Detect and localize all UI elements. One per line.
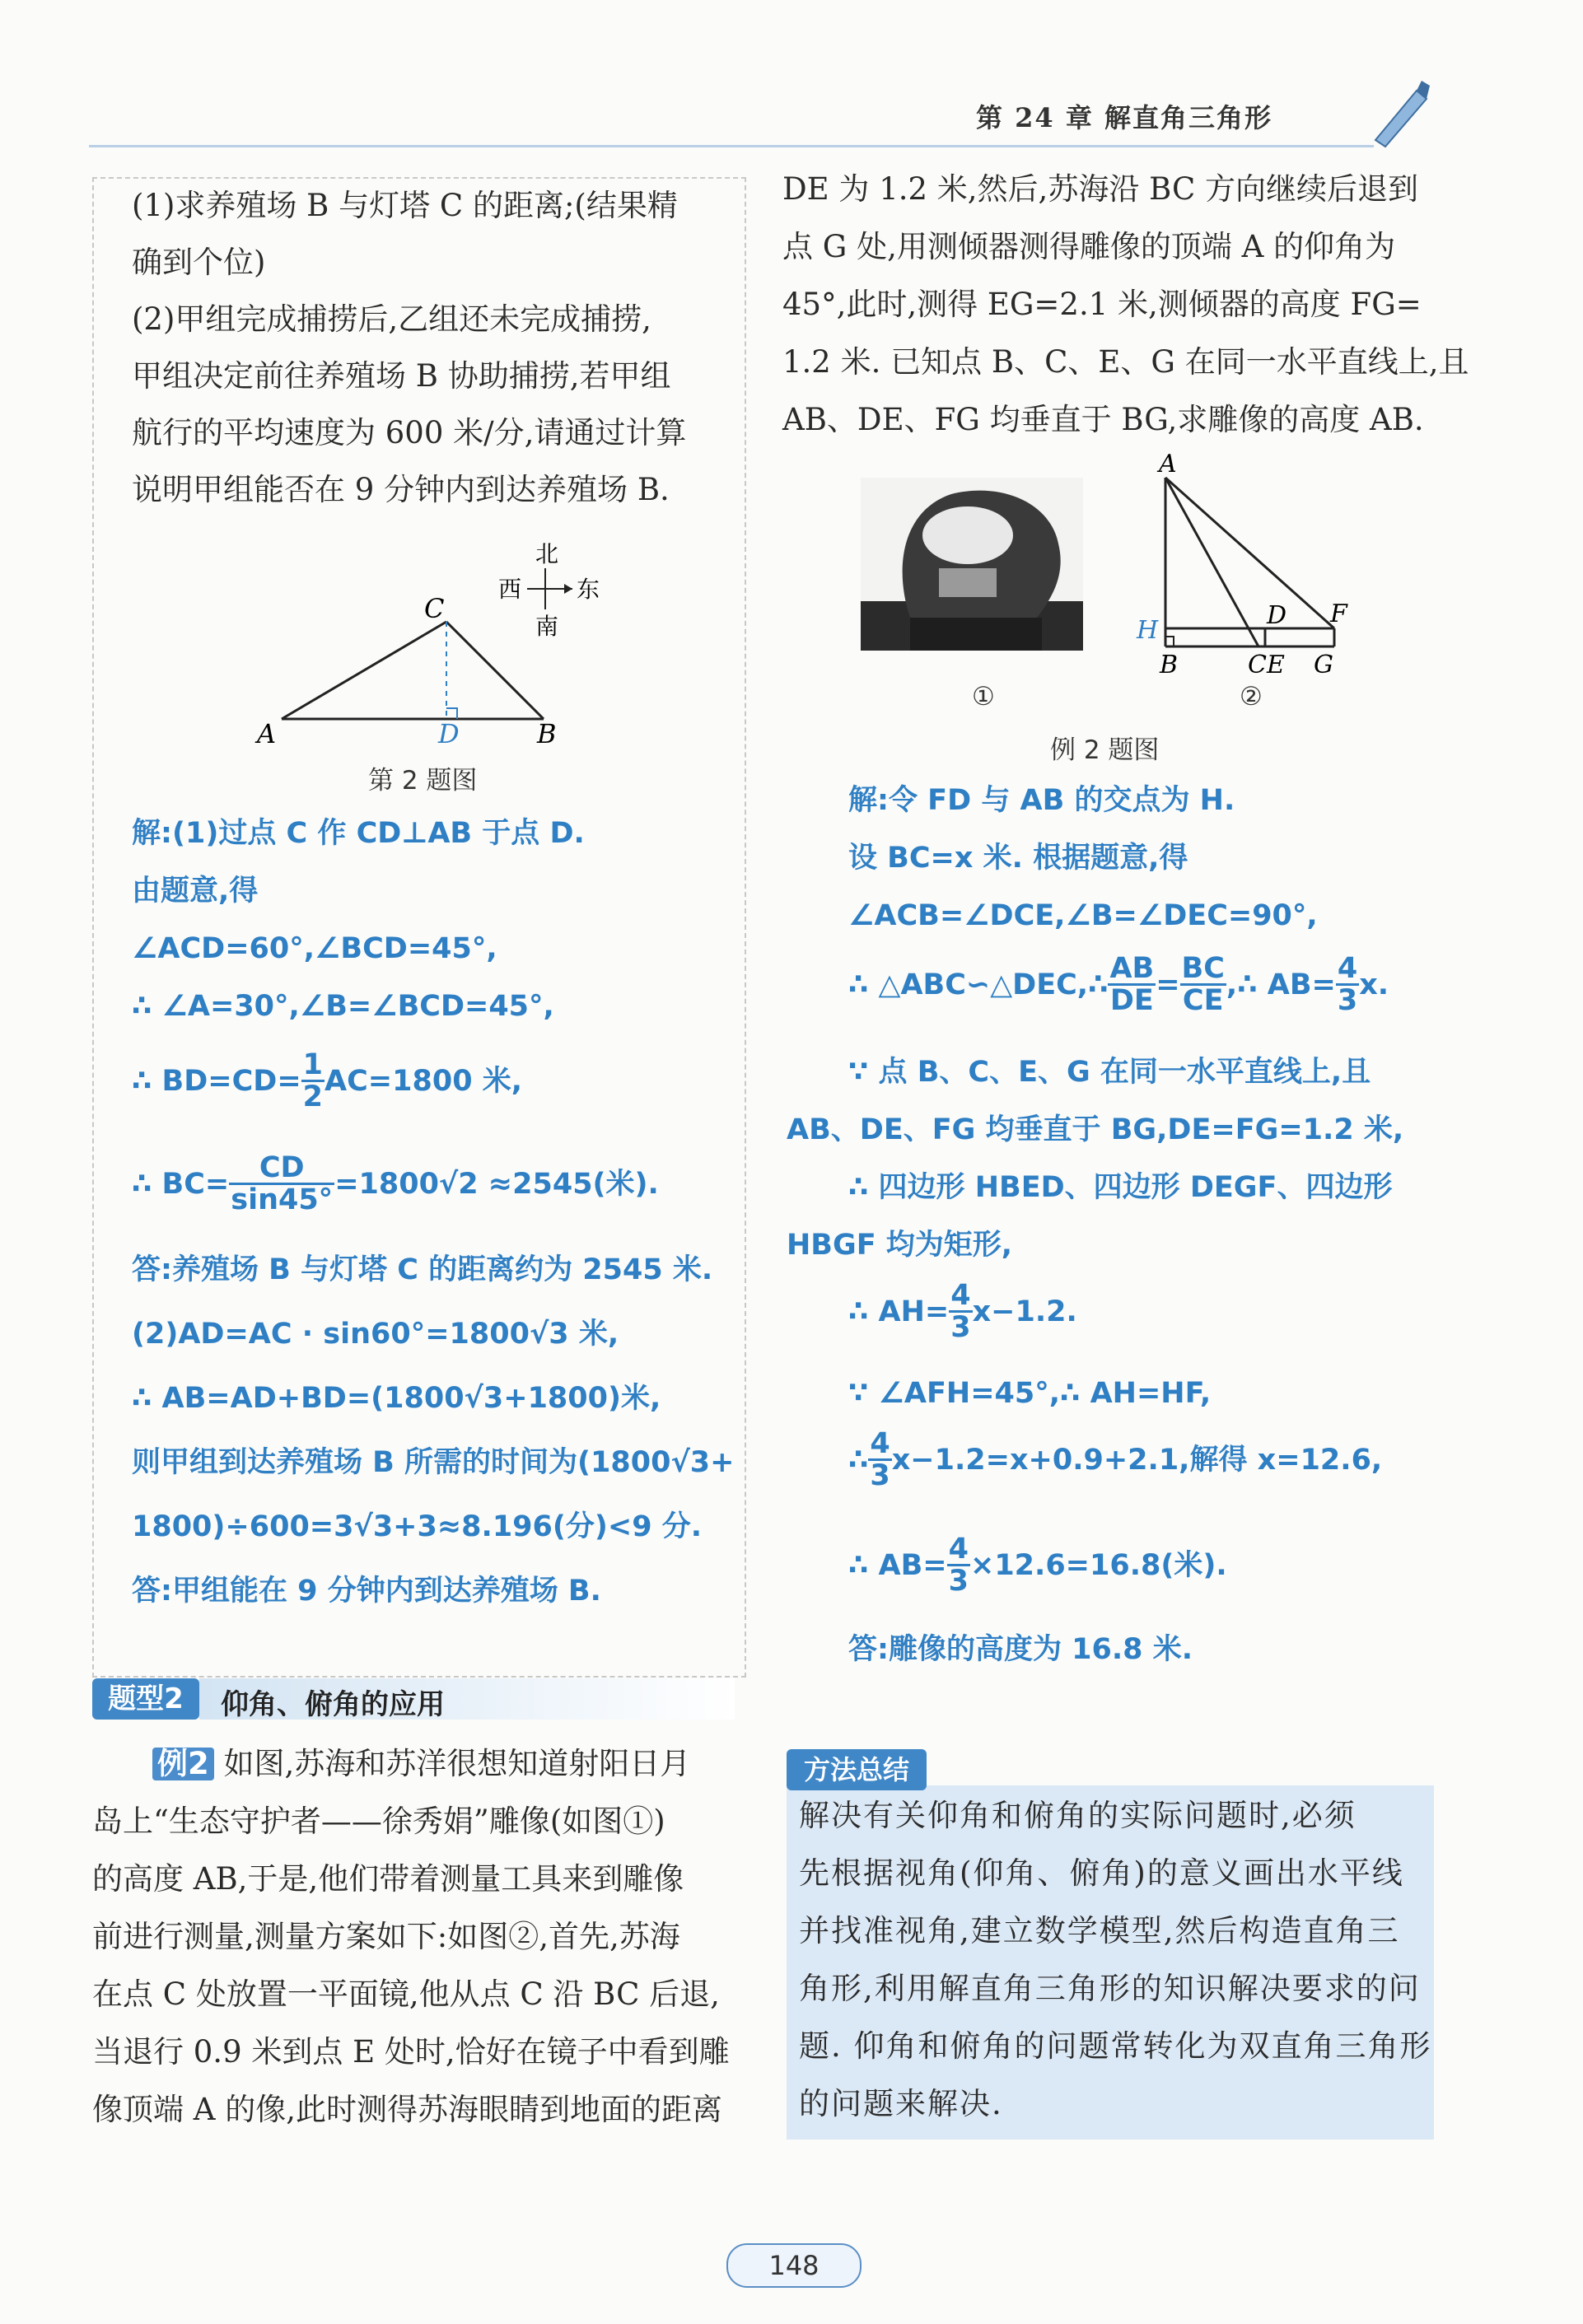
right-problem-line-1: DE 为 1.2 米,然后,苏海沿 BC 方向继续后退到	[782, 171, 1419, 207]
ah-pre: ∴ AH=	[848, 1295, 950, 1328]
example-line-6: 像顶端 A 的像,此时测得苏海眼睛到地面的距离	[92, 2092, 723, 2127]
sol-bc-fraction	[229, 1153, 334, 1215]
solution2-line-4: 则甲组到达养殖场 B 所需的时间为(1800√3+	[132, 1446, 735, 1479]
solution-line-4: ∴ ∠A=30°,∠B=∠BCD=45°,	[132, 990, 554, 1023]
solution-bd	[132, 1050, 522, 1112]
sim-n3: 4	[1337, 952, 1358, 985]
sol-bc-pre: ∴ BC=	[132, 1167, 230, 1201]
right-problem-line-3: 45°,此时,测得 EG=2.1 米,测倾器的高度 FG=	[782, 287, 1422, 322]
question-1-line-1: (1)求养殖场 B 与灯塔 C 的距离;(结果精	[132, 188, 678, 223]
ab-result-line	[848, 1534, 1227, 1596]
afh-line: ∵ ∠AFH=45°,∴ AH=HF,	[848, 1377, 1212, 1410]
right-solution2-line-3: ∴ 四边形 HBED、四边形 DEGF、四边形	[848, 1171, 1393, 1204]
figure-1-number: ①	[972, 682, 995, 712]
question-2-line-1: (2)甲组完成捕捞后,乙组还未完成捕捞,	[132, 301, 651, 337]
example-badge: 例2	[152, 1748, 214, 1780]
right-answer: 答:雕像的高度为 16.8 米.	[848, 1633, 1193, 1666]
method-line-1: 解决有关仰角和俯角的实际问题时,必须	[799, 1798, 1357, 1833]
eq-frac	[868, 1429, 891, 1491]
question-2-line-4: 说明甲组能否在 9 分钟内到达养殖场 B.	[132, 472, 670, 507]
right-solution2-line-1: ∵ 点 B、C、E、G 在同一水平直线上,且	[848, 1056, 1371, 1089]
solution2-line-6: 答:甲组能在 9 分钟内到达养殖场 B.	[132, 1575, 601, 1608]
example-line-2: 的高度 AB,于是,他们带着测量工具来到雕像	[92, 1861, 684, 1897]
right-solution-line-3: ∠ACB=∠DCE,∠B=∠DEC=90°,	[848, 899, 1318, 932]
compass-south: 南	[535, 613, 559, 640]
example-line-3: 前进行测量,测量方案如下:如图②,首先,苏海	[92, 1919, 680, 1954]
question-1-line-2: 确到个位)	[132, 245, 266, 280]
triangle-figure	[247, 527, 626, 774]
ah-frac	[949, 1281, 972, 1342]
pencil-icon	[1367, 74, 1433, 148]
ab-num: 4	[948, 1533, 969, 1566]
example-first-line	[152, 1748, 690, 1780]
sim-d1: DE	[1109, 984, 1154, 1017]
right-solution-line-2: 设 BC=x 米. 根据题意,得	[848, 842, 1188, 875]
label-A: A	[257, 718, 277, 749]
sol-bc-den: sin45°	[231, 1183, 334, 1216]
sim-pre: ∴ △ABC∽△DEC,∴	[848, 968, 1109, 1001]
ah-post: x−1.2.	[972, 1295, 1077, 1328]
sol-bd-den: 2	[302, 1080, 324, 1113]
statue-photo	[861, 478, 1083, 651]
sol-bc-post: =1800√2 ≈2545(米).	[334, 1167, 659, 1201]
right-solution2-line-4: HBGF 均为矩形,	[787, 1229, 1013, 1262]
ah-num: 4	[950, 1279, 971, 1312]
figure-2-number: ②	[1240, 682, 1263, 712]
fig2-label-F: F	[1330, 600, 1347, 628]
example-first-text: 如图,苏海和苏洋很想知道射阳日月	[223, 1746, 691, 1781]
figure-2-caption: 第 2 题图	[368, 766, 478, 796]
question-2-line-3: 航行的平均速度为 600 米/分,请通过计算	[132, 415, 687, 450]
sol-bd-num: 1	[302, 1048, 324, 1081]
sol-bd-pre: ∴ BD=CD=	[132, 1064, 301, 1098]
example-line-4: 在点 C 处放置一平面镜,他从点 C 沿 BC 后退,	[92, 1976, 720, 2012]
method-summary-badge: 方法总结	[787, 1749, 927, 1790]
label-C: C	[424, 593, 445, 624]
compass-north: 北	[535, 540, 559, 567]
ab-den: 3	[948, 1565, 969, 1598]
ab-frac	[947, 1534, 970, 1596]
compass-east: 东	[577, 576, 600, 603]
sim-post: x.	[1359, 968, 1389, 1001]
sim-frac-1	[1108, 954, 1156, 1015]
method-line-2: 先根据视角(仰角、俯角)的意义画出水平线	[799, 1855, 1404, 1891]
method-line-3: 并找准视角,建立数学模型,然后构造直角三	[799, 1913, 1400, 1948]
fig2-label-A: A	[1159, 450, 1177, 478]
solution-line-3: ∠ACD=60°,∠BCD=45°,	[132, 932, 497, 965]
example-line-1: 岛上“生态守护者——徐秀娟”雕像(如图①)	[92, 1804, 665, 1839]
sim-d3: 3	[1337, 984, 1358, 1017]
header-rule	[89, 145, 1374, 147]
solution-line-1: 解:(1)过点 C 作 CD⊥AB 于点 D.	[132, 817, 585, 850]
eq-num: 4	[870, 1427, 890, 1460]
solution-line-2: 由题意,得	[132, 875, 259, 908]
compass-west: 西	[498, 576, 522, 603]
section-title: 仰角、俯角的应用	[221, 1688, 445, 1721]
sol-bc-num: CD	[229, 1153, 334, 1185]
eq-pre: ∴	[848, 1443, 869, 1477]
eq-post: x−1.2=x+0.9+2.1,解得 x=12.6,	[891, 1443, 1383, 1477]
chapter-header: 第 24 章 解直角三角形	[976, 102, 1272, 133]
question-2-line-2: 甲组决定前往养殖场 B 协助捕捞,若甲组	[132, 358, 671, 394]
right-solution2-line-2: AB、DE、FG 均垂直于 BG,DE=FG=1.2 米,	[787, 1113, 1404, 1146]
fig2-label-G: G	[1314, 651, 1333, 679]
method-line-4: 角形,利用解直角三角形的知识解决要求的问	[799, 1971, 1421, 2006]
solution2-line-1: 答:养殖场 B 与灯塔 C 的距离约为 2545 米.	[132, 1253, 713, 1286]
method-line-5: 题. 仰角和俯角的问题常转化为双直角三角形	[799, 2028, 1432, 2064]
page-number: 148	[726, 2243, 862, 2288]
fig2-label-B: B	[1160, 651, 1179, 679]
right-problem-line-5: AB、DE、FG 均垂直于 BG,求雕像的高度 AB.	[782, 402, 1424, 437]
label-D: D	[438, 718, 460, 749]
fig2-label-D: D	[1267, 601, 1287, 630]
example-2-caption: 例 2 题图	[1050, 735, 1160, 765]
ab-post: ×12.6=16.8(米).	[970, 1548, 1227, 1582]
solution2-line-5: 1800)÷600=3√3+3≈8.196(分)<9 分.	[132, 1510, 703, 1543]
ah-line	[848, 1281, 1077, 1342]
equation-line	[848, 1429, 1382, 1491]
sim-mid: ,∴ AB=	[1226, 968, 1336, 1001]
sim-n2: BC	[1181, 952, 1225, 985]
right-problem-line-2: 点 G 处,用测倾器测得雕像的顶端 A 的仰角为	[782, 229, 1396, 264]
method-line-6: 的问题来解决.	[799, 2086, 1003, 2121]
fig2-label-H: H	[1137, 616, 1159, 645]
eq-den: 3	[870, 1459, 890, 1492]
fig2-label-CE: CE	[1248, 651, 1285, 679]
figure-2-diagram	[1128, 449, 1351, 679]
solution-bc	[132, 1153, 659, 1215]
similarity-line	[848, 954, 1389, 1015]
section-badge: 题型2	[92, 1678, 199, 1720]
sim-frac-3	[1336, 954, 1359, 1015]
label-B: B	[537, 718, 557, 749]
sim-frac-2	[1180, 954, 1226, 1015]
right-problem-line-4: 1.2 米. 已知点 B、C、E、G 在同一水平直线上,且	[782, 344, 1469, 380]
sol-bd-post: AC=1800 米,	[325, 1064, 523, 1098]
ah-den: 3	[950, 1311, 971, 1344]
example-line-5: 当退行 0.9 米到点 E 处时,恰好在镜子中看到雕	[92, 2034, 730, 2070]
ab-pre: ∴ AB=	[848, 1548, 947, 1582]
solution2-line-3: ∴ AB=AD+BD=(1800√3+1800)米,	[132, 1382, 661, 1415]
right-solution-line-1: 解:令 FD 与 AB 的交点为 H.	[848, 784, 1235, 817]
sol-bd-fraction	[301, 1050, 325, 1112]
sim-d2: CE	[1182, 984, 1224, 1017]
sim-eq: =	[1156, 968, 1180, 1001]
solution2-line-2: (2)AD=AC · sin60°=1800√3 米,	[132, 1318, 619, 1351]
sim-n1: AB	[1109, 952, 1155, 985]
